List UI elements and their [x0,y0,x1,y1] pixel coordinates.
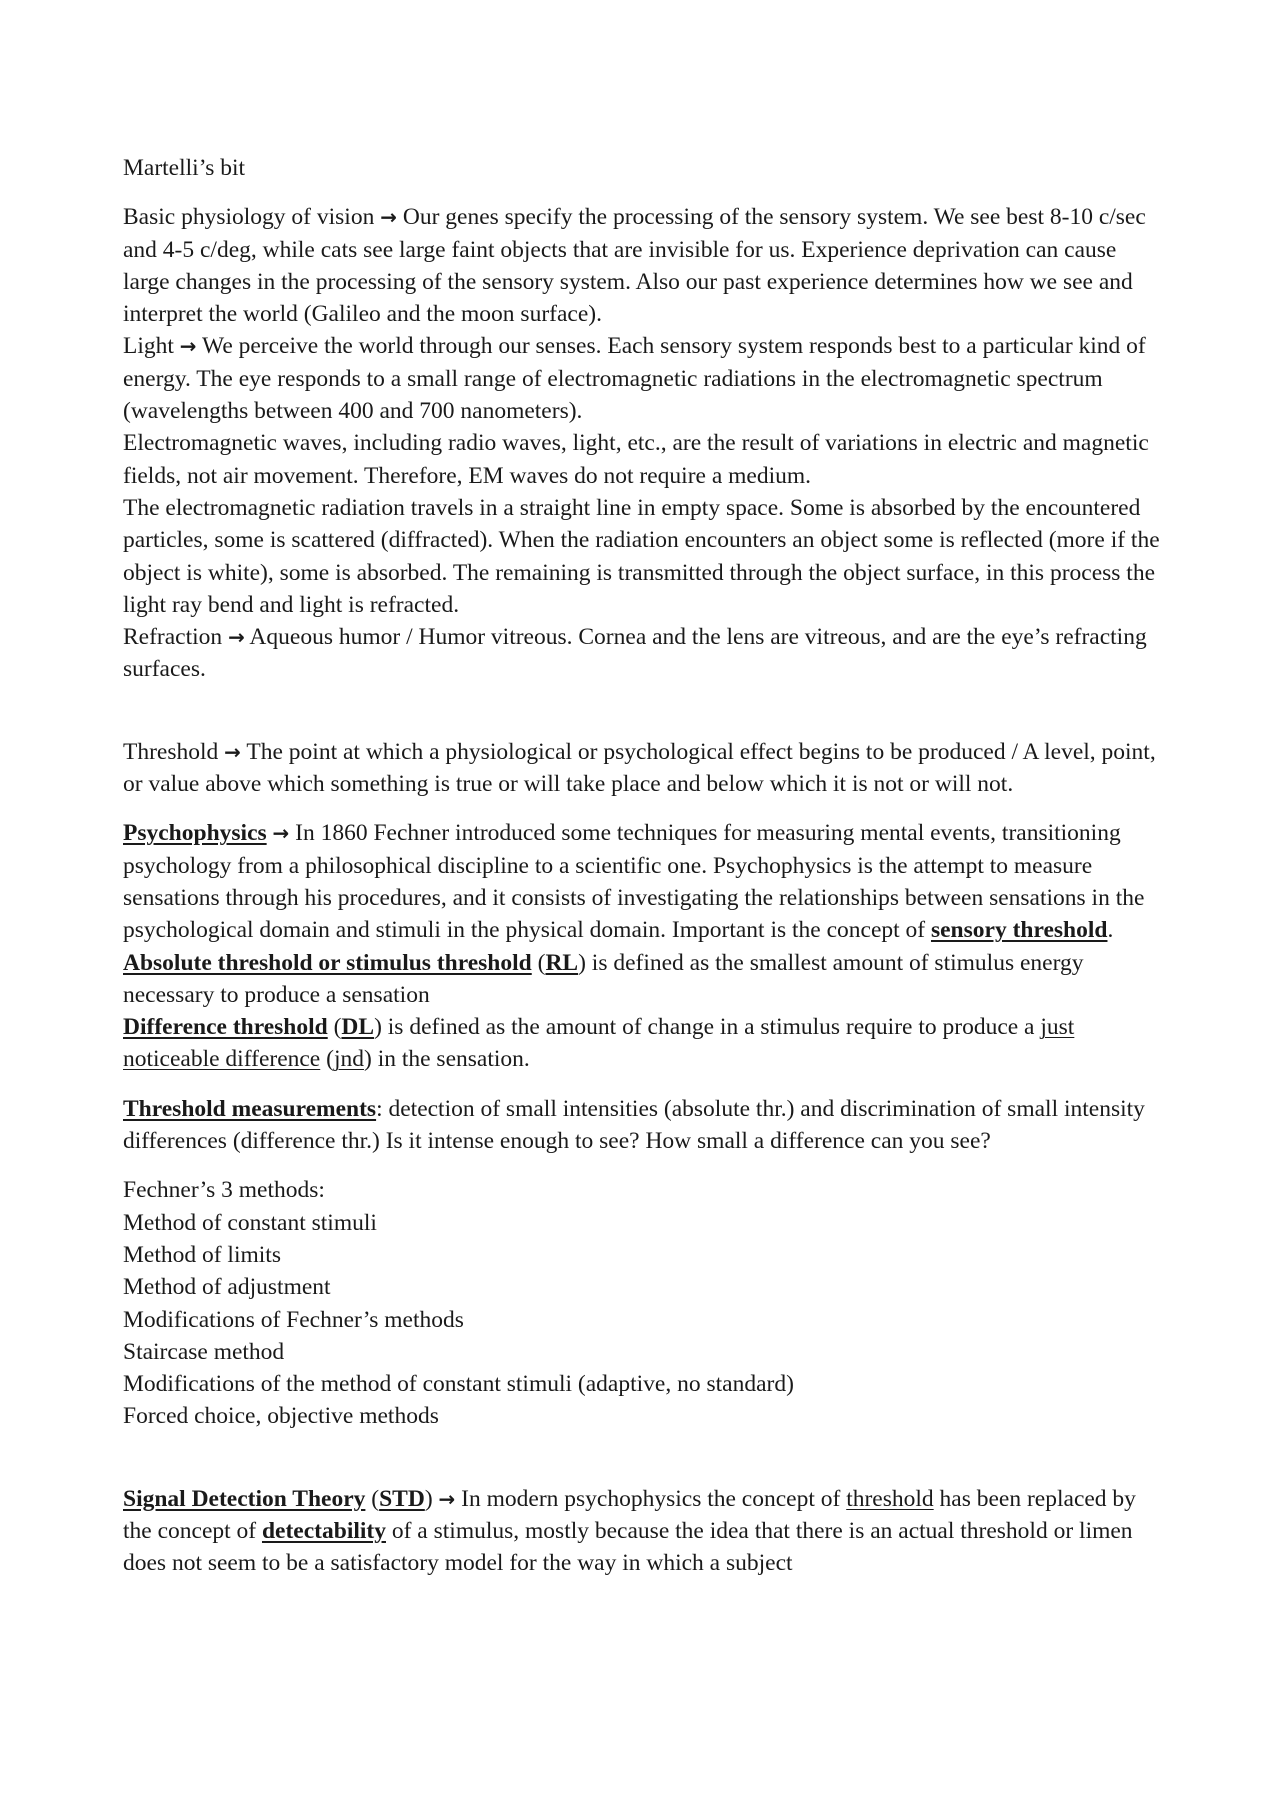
light-line [123,330,1168,427]
dl-abbr: DL [341,1014,375,1041]
right-arrow-icon: → [380,205,397,230]
measurements-paragraph [123,1093,1168,1158]
threshold-paragraph [123,736,1168,801]
sdt-paragraph: Signal Detection Theory (STD) → In modern psychophysics the concept of threshold has been replaced by the concept of detectability of a stimulus, mostly because the idea that there is an actual threshold or limen does not seem to be a satisfactory model for the way in which a subject [123,1485,1136,1577]
difference-threshold-label: Difference threshold [123,1014,328,1041]
sdt-text-2: has been replaced by the concept of [123,1485,1136,1544]
period: . [1107,917,1114,944]
threshold-term: threshold [846,1485,934,1512]
sdt-text-1: In modern psychophysics the concept of [461,1485,841,1512]
right-arrow-icon: → [179,334,197,359]
jnd-abbr: jnd [333,1046,364,1073]
list-item: Modifications of Fechner’s methods [123,1306,464,1333]
refraction-label: Refraction [123,624,223,651]
document-title: Martelli’s bit [123,155,246,181]
list-item: Staircase method [123,1338,285,1365]
methods-heading: Fechner’s 3 methods: [123,1177,325,1204]
vision-label: Basic physiology of vision [123,204,375,231]
refraction-line [123,621,1168,686]
std-abbr: STD [379,1485,425,1512]
list-item: Method of constant stimuli [123,1209,377,1236]
list-item: Modifications of the method of constant stimuli (adaptive, no standard) [123,1371,794,1398]
right-arrow-icon: → [272,821,290,846]
measurements-text: : detection of small intensities (absolute thr.) and discrimination of small intensity differences (difference thr.) Is it intense enough to see? How small a difference can you see? [123,1095,1145,1155]
jnd-tail: in the sensation. [377,1046,530,1073]
list-item: Forced choice, objective methods [123,1403,439,1430]
vision-paragraph [123,201,1168,685]
sensory-threshold-term: sensory threshold [930,917,1108,944]
psychophysics-paragraph [123,817,1168,1075]
threshold-text: The point at which a physiological or psychological effect begins to be produced / A level, point, or value above which something is true or will take place and below which it is not or will not. [123,738,1156,798]
threshold-label: Threshold [123,738,219,765]
light-text: We perceive the world through our senses. Each sensory system responds best to a particular kind of energy. The eye responds to a small range of electromagnetic radiations in the electromagnetic spectrum (wavelengths between 400 and 700 nanometers). [123,333,1146,425]
absolute-threshold-label: Absolute threshold or stimulus threshold [123,949,532,976]
measurements-label: Threshold measurements [123,1095,377,1122]
difference-threshold-line: Difference threshold (DL) is defined as the amount of change in a stimulus require to produce a just noticeable difference (jnd) in the sensation. [123,1014,1075,1073]
refraction-text: Aqueous humor / Humor vitreous. Cornea and the lens are vitreous, and are the eye’s refracting surfaces. [123,624,1147,683]
list-item: Method of limits [123,1241,281,1268]
detectability-term: detectability [261,1517,386,1544]
absolute-threshold-line: Absolute threshold or stimulus threshold (RL) is defined as the smallest amount of stimulus energy necessary to produce a sensation [123,949,1084,1008]
rl-abbr: RL [545,949,579,976]
methods-list [123,1174,1168,1432]
psychophysics-text: In 1860 Fechner introduced some techniques for measuring mental events, transitioning psychology from a philosophical discipline to a scientific one. Psychophysics is the attempt to measure sensations through his procedures, and it consists of investigating the relationships between sensations in the psychological domain and stimuli in the physical domain. Important is the concept of [123,820,1145,944]
psychophysics-label: Psychophysics [123,820,267,847]
jnd-term: just noticeable difference [123,1014,1075,1073]
sdt-label: Signal Detection Theory [123,1485,366,1512]
list-item: Method of adjustment [123,1274,331,1301]
vision-text: Our genes specify the processing of the sensory system. We see best 8-10 c/sec and 4-5 c/deg, while cats see large faint objects that are invisible for us. Experience deprivation can cause large changes in the processing of the sensory system. Also our past experience determines how we see and interpret the world (Galileo and the moon surface). [123,204,1146,328]
em-waves-text: Electromagnetic waves, including radio waves, light, etc., are the result of variations in electric and magnetic fields, not air movement. Therefore, EM waves do not require a medium. [123,430,1149,489]
right-arrow-icon: → [228,625,245,650]
right-arrow-icon: → [438,1486,456,1511]
right-arrow-icon: → [224,739,241,764]
sdt-text-3: of a stimulus, mostly because the idea that there is an actual threshold or limen does not seem to be a satisfactory model for the way in which a subject [123,1517,1133,1577]
difference-threshold-text: is defined as the amount of change in a stimulus require to produce a [387,1014,1035,1041]
radiation-text: The electromagnetic radiation travels in a straight line in empty space. Some is absorbed by the encountered particles, some is scattered (diffracted). When the radiation encounters an object some is reflected (more if the object is white), some is absorbed. The remaining is transmitted through the object surface, in this process the light ray bend and light is refracted. [123,494,1160,618]
absolute-threshold-text: is defined as the smallest amount of stimulus energy necessary to produce a sensation [123,949,1084,1008]
light-label: Light [123,333,174,360]
